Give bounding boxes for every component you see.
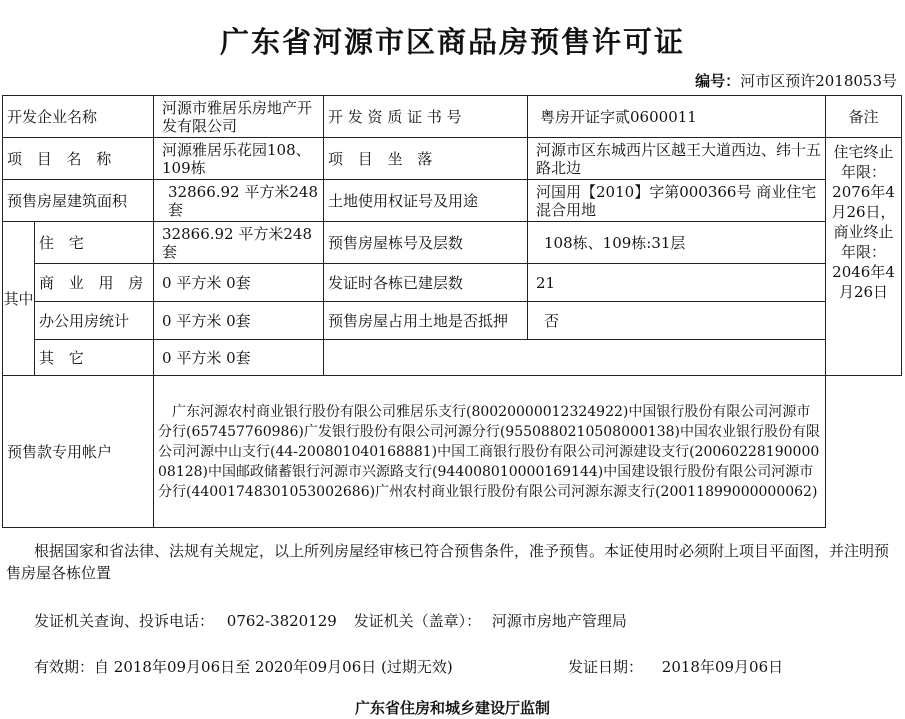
statement: 根据国家和省法律、法规有关规定，以上所列房屋经审核已符合预售条件，准予预售。本证使用时必须附上项目平面图，并注明预售房屋各栋位置 bbox=[6, 542, 890, 582]
developer-label: 开发企业名称 bbox=[3, 96, 154, 138]
phone-value: 0762-3820129 bbox=[226, 612, 337, 630]
page-title: 广东省河源市区商品房预售许可证 bbox=[219, 25, 685, 59]
location-value: 河源市区东城西片区越王大道西边、纬十五路北边 bbox=[528, 138, 826, 180]
empty-cell-2 bbox=[826, 376, 902, 528]
other-label: 其 它 bbox=[35, 340, 154, 376]
location-label: 项 目 坐 落 bbox=[324, 138, 528, 180]
office-value: 0 平方米 0套 bbox=[154, 302, 324, 340]
other-value: 0 平方米 0套 bbox=[154, 340, 324, 376]
building-label: 预售房屋栋号及层数 bbox=[324, 222, 528, 264]
among-label: 其中 bbox=[3, 222, 35, 376]
validity-label: 有效期： bbox=[34, 658, 95, 676]
issue-date-line bbox=[568, 656, 783, 677]
issue-value: 2018年09月06日 bbox=[661, 658, 784, 676]
authority-label: 发证机关（盖章）： bbox=[353, 612, 482, 630]
issue-label: 发证日期： bbox=[568, 658, 644, 676]
footer: 广东省住房和城乡建设厅监制 bbox=[354, 699, 550, 717]
commercial-label: 商 业 用 房 bbox=[35, 264, 154, 302]
account-value: 广东河源农村商业银行股份有限公司雅居乐支行(80020000012324922)中国银行股份有限公司河源市分行(657457760986)广发银行股份有限公司河源分行(9550880210508000138)中国农业银行股份有限公司河源中山支行(44-200801040168881)中国工商银行股份有限公司河源建设支行(2006022819000008128)中国邮政储蓄银行河源市兴源路支行(944008010000169144)中国建设银行股份有限公司河源市分行(44001748301053002686)广州农村商业银行股份有限公司河源东源支行(20011899000000062) bbox=[154, 376, 826, 528]
validity-line bbox=[34, 656, 453, 677]
serial-number bbox=[695, 70, 897, 91]
built-floors-value: 21 bbox=[528, 264, 826, 302]
serial-label: 编号： bbox=[695, 72, 741, 90]
license-table bbox=[2, 95, 902, 528]
land-label: 土地使用权证号及用途 bbox=[324, 180, 528, 222]
serial-value: 河市区预许2018053号 bbox=[740, 72, 897, 90]
residential-value: 32866.92 平方米248套 bbox=[154, 222, 324, 264]
mortgage-value: 否 bbox=[528, 302, 826, 340]
cert-value: 粤房开证字贰0600011 bbox=[528, 96, 826, 138]
phone-label: 发证机关查询、投诉电话： bbox=[34, 612, 215, 630]
empty-cell bbox=[324, 340, 826, 376]
project-label: 项 目 名 称 bbox=[3, 138, 154, 180]
remark-label: 备注 bbox=[826, 96, 902, 138]
commercial-value: 0 平方米 0套 bbox=[154, 264, 324, 302]
project-value: 河源雅居乐花园108、109栋 bbox=[154, 138, 324, 180]
cert-label: 开 发 资 质 证 书 号 bbox=[324, 96, 528, 138]
contact-line bbox=[34, 610, 627, 631]
account-label: 预售款专用帐户 bbox=[3, 376, 154, 528]
area-label: 预售房屋建筑面积 bbox=[3, 180, 154, 222]
remark-value: 住宅终止年限：2076年4月26日，商业终止年限：2046年4月26日 bbox=[826, 138, 902, 376]
developer-value: 河源市雅居乐房地产开发有限公司 bbox=[154, 96, 324, 138]
office-label: 办公用房统计 bbox=[35, 302, 154, 340]
land-value: 河国用【2010】字第000366号 商业住宅混合用地 bbox=[528, 180, 826, 222]
authority-value: 河源市房地产管理局 bbox=[491, 612, 627, 630]
residential-label: 住 宅 bbox=[35, 222, 154, 264]
validity-value: 自 2018年09月06日至 2020年09月06日 (过期无效) bbox=[94, 658, 453, 676]
building-value: 108栋、109栋:31层 bbox=[528, 222, 826, 264]
built-floors-label: 发证时各栋已建层数 bbox=[324, 264, 528, 302]
mortgage-label: 预售房屋占用土地是否抵押 bbox=[324, 302, 528, 340]
area-value: 32866.92 平方米248套 bbox=[154, 180, 324, 222]
